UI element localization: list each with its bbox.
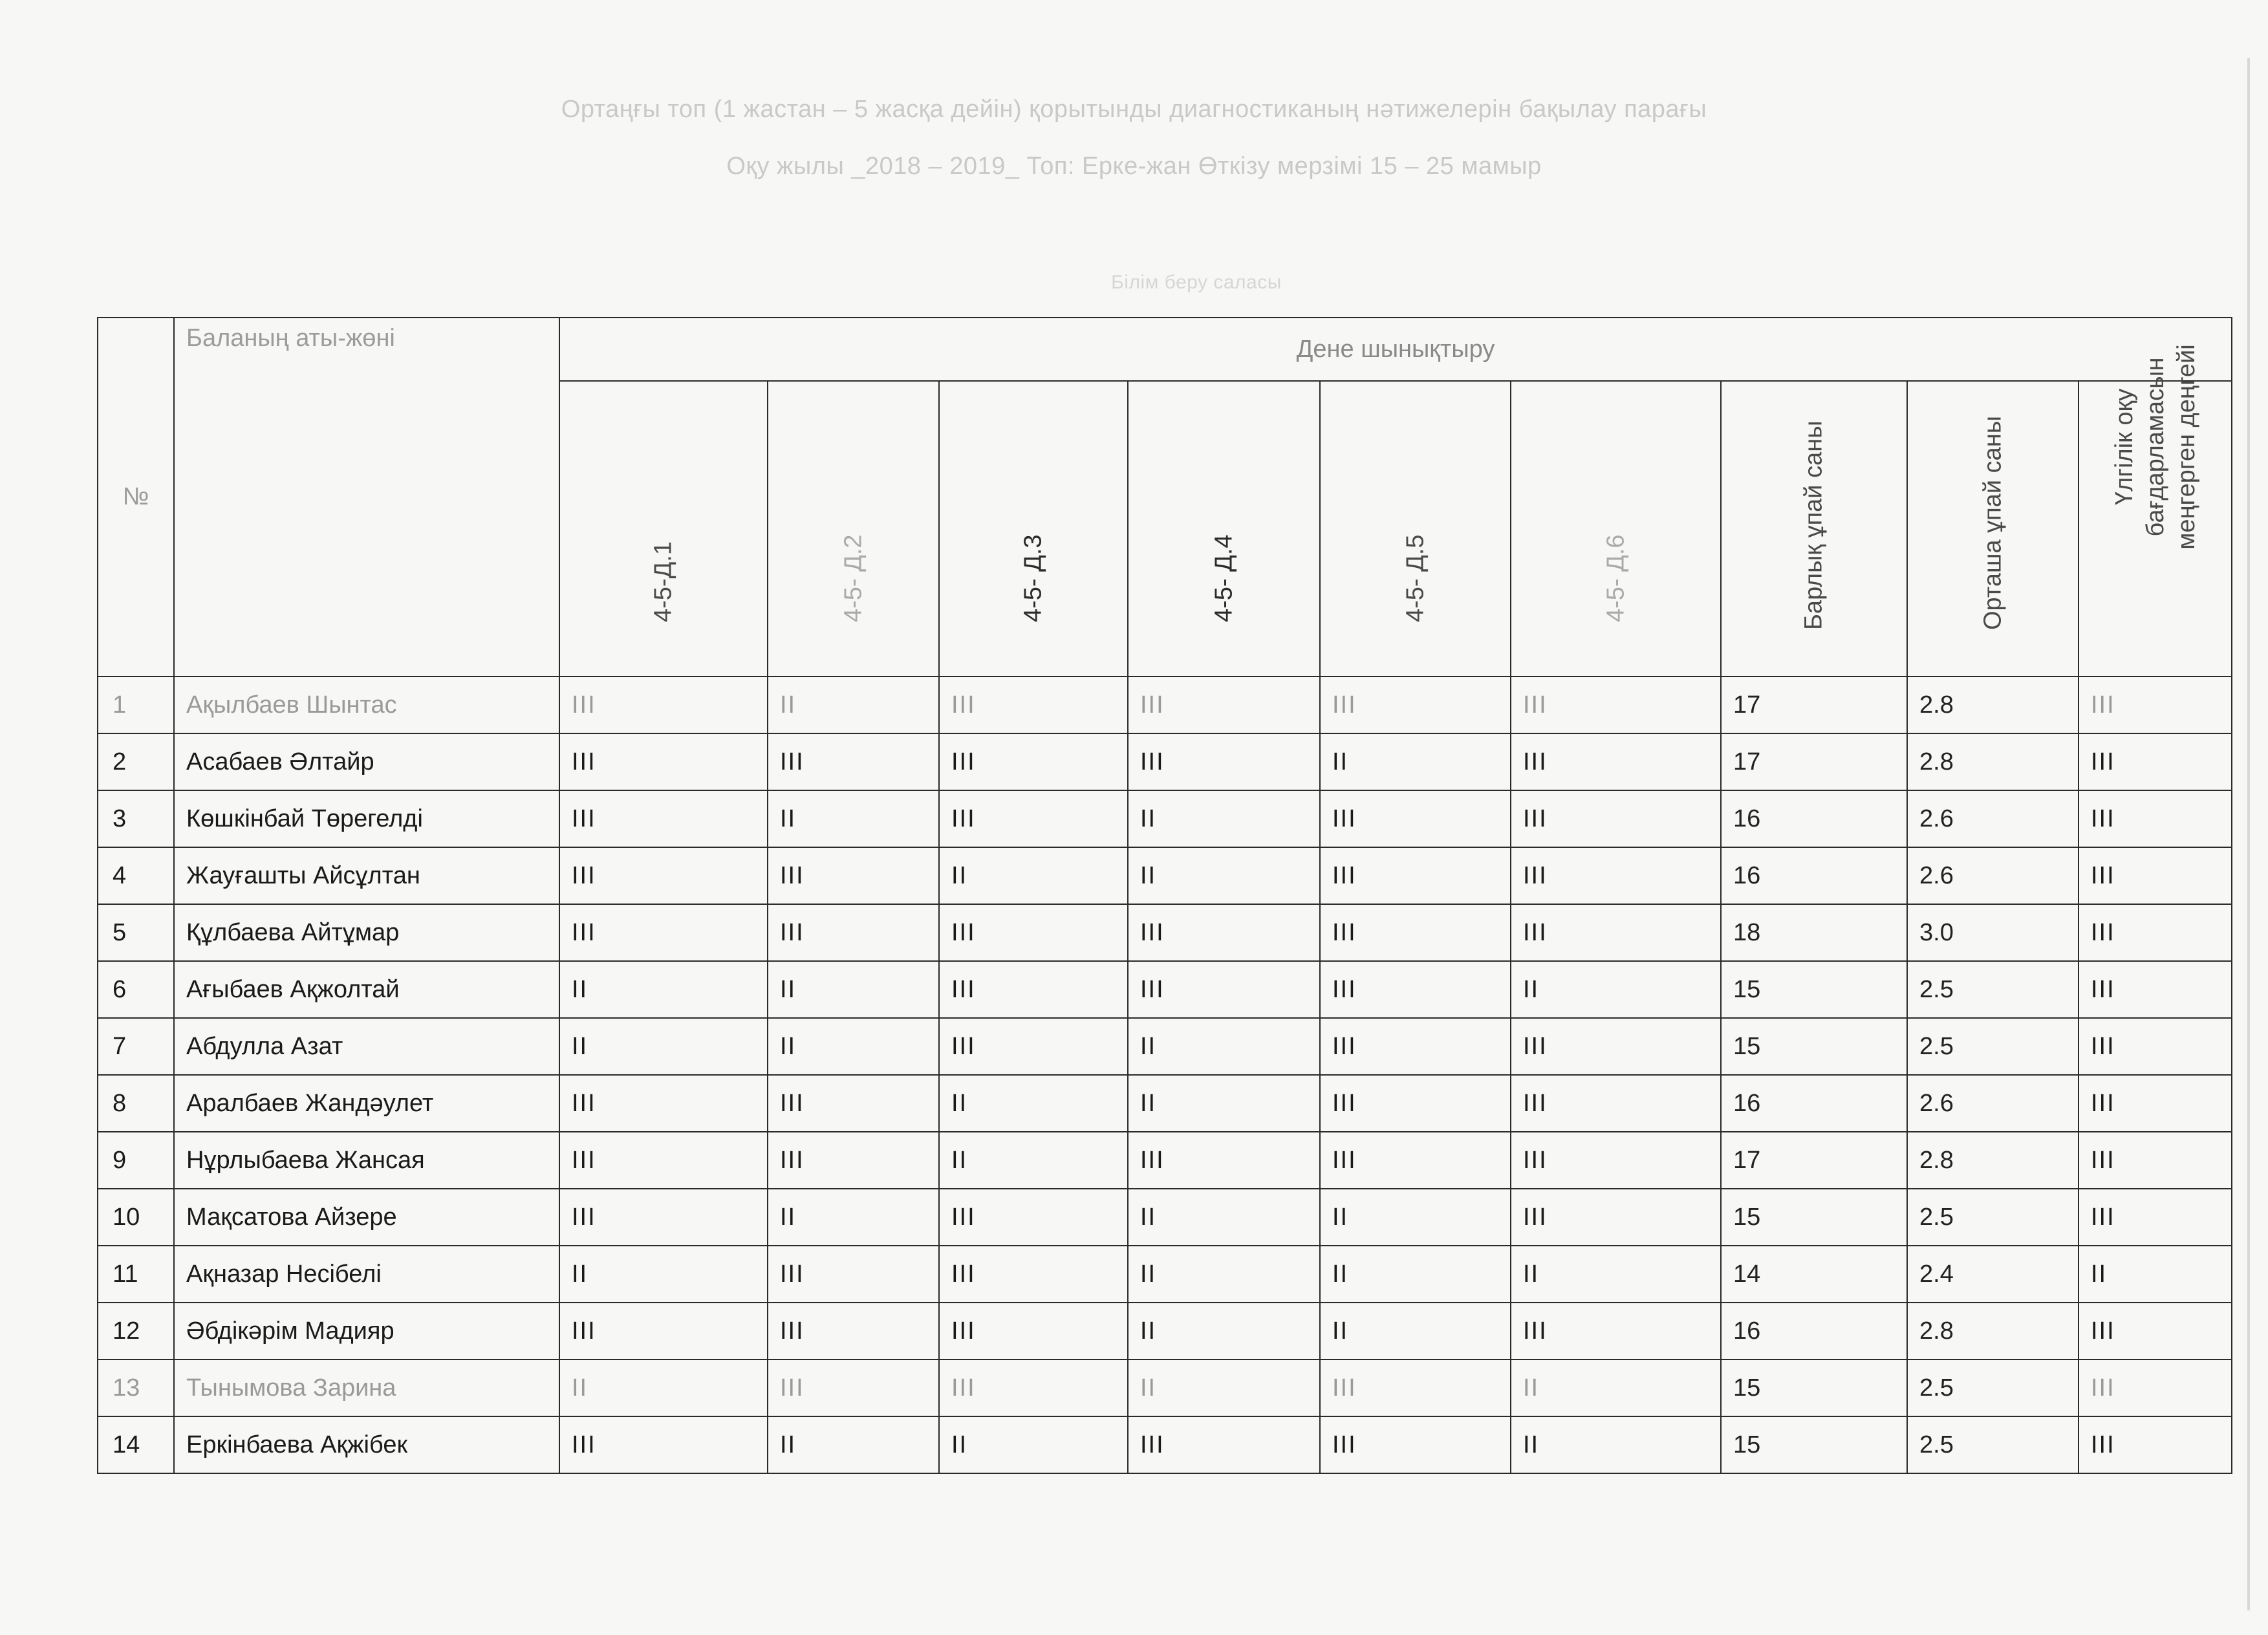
score-d1: II: [559, 961, 768, 1018]
score-d1: III: [559, 790, 768, 847]
total-score: 15: [1721, 1018, 1907, 1075]
column-header-d2: [768, 381, 939, 677]
education-area-label: Білім беру саласы: [1111, 272, 1282, 293]
score-d1: III: [559, 1132, 768, 1189]
score-d6: III: [1511, 904, 1721, 961]
score-d3: II: [939, 1075, 1128, 1132]
score-d4: II: [1128, 790, 1320, 847]
score-d4: III: [1128, 1132, 1320, 1189]
score-d6: III: [1511, 1189, 1721, 1246]
row-number: 5: [98, 904, 174, 961]
score-d3: II: [939, 1416, 1128, 1473]
score-d4: III: [1128, 1416, 1320, 1473]
score-d4: III: [1128, 961, 1320, 1018]
column-header-d6-label: 4-5- Д.6: [1602, 534, 1629, 622]
child-name: Ақылбаев Шынтас: [174, 677, 559, 733]
table-row: [98, 733, 2232, 790]
score-d5: III: [1320, 904, 1511, 961]
score-d3: III: [939, 904, 1128, 961]
table-row: [98, 1303, 2232, 1359]
column-header-d5: [1320, 381, 1511, 677]
row-number: 14: [98, 1416, 174, 1473]
column-group-physical-education: Дене шынықтыру: [559, 318, 2232, 381]
total-score: 15: [1721, 1359, 1907, 1416]
average-score: 2.4: [1907, 1246, 2079, 1303]
table-row: [98, 1359, 2232, 1416]
total-score: 17: [1721, 677, 1907, 733]
score-d6: III: [1511, 677, 1721, 733]
table-row: [98, 677, 2232, 733]
row-number: 2: [98, 733, 174, 790]
row-number: 12: [98, 1303, 174, 1359]
average-score: 2.6: [1907, 847, 2079, 904]
score-d3: III: [939, 1303, 1128, 1359]
row-number: 10: [98, 1189, 174, 1246]
score-d5: III: [1320, 1359, 1511, 1416]
column-header-d1: [559, 381, 768, 677]
mastery-level: III: [2079, 1075, 2232, 1132]
child-name: Нұрлыбаева Жансая: [174, 1132, 559, 1189]
child-name: Еркінбаева Ақжібек: [174, 1416, 559, 1473]
row-number: 6: [98, 961, 174, 1018]
column-header-total: [1721, 381, 1907, 677]
total-score: 15: [1721, 961, 1907, 1018]
score-d6: III: [1511, 1075, 1721, 1132]
total-score: 14: [1721, 1246, 1907, 1303]
row-number: 7: [98, 1018, 174, 1075]
average-score: 2.6: [1907, 1075, 2079, 1132]
column-header-d4-label: 4-5- Д.4: [1210, 534, 1237, 622]
score-d5: III: [1320, 1132, 1511, 1189]
total-score: 18: [1721, 904, 1907, 961]
score-d1: III: [559, 1416, 768, 1473]
child-name: Ақназар Несібелі: [174, 1246, 559, 1303]
score-d4: II: [1128, 1303, 1320, 1359]
mastery-level: III: [2079, 904, 2232, 961]
document-title: Ортаңғы топ (1 жастан – 5 жасқа дейін) қорытынды диагностиканың нәтижелерін бақылау парағы: [561, 96, 1707, 123]
score-d5: II: [1320, 1189, 1511, 1246]
column-header-d5-label: 4-5- Д.5: [1401, 534, 1429, 622]
mastery-level: III: [2079, 1132, 2232, 1189]
score-d5: II: [1320, 733, 1511, 790]
mastery-level: II: [2079, 1246, 2232, 1303]
average-score: 3.0: [1907, 904, 2079, 961]
column-header-level-label: Үлгілік оқу бағдарламасын меңгерген деңгейі: [2110, 344, 2200, 550]
score-d4: II: [1128, 1359, 1320, 1416]
score-d6: III: [1511, 1132, 1721, 1189]
total-score: 15: [1721, 1416, 1907, 1473]
score-d6: II: [1511, 1246, 1721, 1303]
score-d6: II: [1511, 1359, 1721, 1416]
score-d3: II: [939, 847, 1128, 904]
mastery-level: III: [2079, 1018, 2232, 1075]
score-d2: III: [768, 904, 939, 961]
table-row: [98, 1018, 2232, 1075]
score-d3: III: [939, 790, 1128, 847]
row-number: 3: [98, 790, 174, 847]
child-name: Асабаев Әлтайр: [174, 733, 559, 790]
score-d1: III: [559, 733, 768, 790]
score-d2: III: [768, 847, 939, 904]
score-d6: III: [1511, 733, 1721, 790]
score-d5: II: [1320, 1303, 1511, 1359]
row-number: 13: [98, 1359, 174, 1416]
score-d5: III: [1320, 847, 1511, 904]
table-row: [98, 1132, 2232, 1189]
score-d4: III: [1128, 904, 1320, 961]
score-d4: II: [1128, 1246, 1320, 1303]
score-d6: III: [1511, 790, 1721, 847]
average-score: 2.5: [1907, 1416, 2079, 1473]
score-d3: III: [939, 1018, 1128, 1075]
score-d5: III: [1320, 1416, 1511, 1473]
child-name: Абдулла Азат: [174, 1018, 559, 1075]
total-score: 17: [1721, 733, 1907, 790]
score-d4: III: [1128, 733, 1320, 790]
score-d6: III: [1511, 847, 1721, 904]
average-score: 2.8: [1907, 733, 2079, 790]
table-row: [98, 1189, 2232, 1246]
score-d2: II: [768, 1018, 939, 1075]
average-score: 2.8: [1907, 677, 2079, 733]
score-d1: III: [559, 1303, 768, 1359]
column-header-d6: [1511, 381, 1721, 677]
column-header-level: [2079, 344, 2232, 677]
column-header-name: Баланың аты-жөні: [174, 318, 559, 677]
score-d1: III: [559, 847, 768, 904]
child-name: Ағыбаев Ақжолтай: [174, 961, 559, 1018]
score-d1: II: [559, 1018, 768, 1075]
row-number: 11: [98, 1246, 174, 1303]
column-header-average: [1907, 381, 2079, 677]
column-header-number: №: [98, 318, 174, 677]
table-row: [98, 1075, 2232, 1132]
total-score: 16: [1721, 1303, 1907, 1359]
column-header-total-label: Барлық ұпай саны: [1800, 420, 1828, 630]
child-name: Әбдікәрім Мадияр: [174, 1303, 559, 1359]
score-d2: III: [768, 1132, 939, 1189]
score-d6: II: [1511, 961, 1721, 1018]
score-d3: III: [939, 1246, 1128, 1303]
score-d4: II: [1128, 847, 1320, 904]
score-d3: III: [939, 961, 1128, 1018]
score-d1: III: [559, 677, 768, 733]
average-score: 2.8: [1907, 1132, 2079, 1189]
mastery-level: III: [2079, 677, 2232, 733]
score-d2: II: [768, 1416, 939, 1473]
score-d5: III: [1320, 677, 1511, 733]
mastery-level: III: [2079, 733, 2232, 790]
score-d2: III: [768, 1075, 939, 1132]
total-score: 16: [1721, 847, 1907, 904]
score-d4: II: [1128, 1018, 1320, 1075]
score-d1: III: [559, 1075, 768, 1132]
average-score: 2.5: [1907, 1359, 2079, 1416]
score-d1: II: [559, 1359, 768, 1416]
total-score: 15: [1721, 1189, 1907, 1246]
document-subtitle: Оқу жылы _2018 – 2019_ Топ: Ерке-жан Өткізу мерзімі 15 – 25 мамыр: [726, 153, 1542, 180]
total-score: 17: [1721, 1132, 1907, 1189]
mastery-level: III: [2079, 1416, 2232, 1473]
results-table: [97, 317, 2232, 1474]
score-d2: III: [768, 1303, 939, 1359]
average-score: 2.6: [1907, 790, 2079, 847]
score-d1: II: [559, 1246, 768, 1303]
score-d4: II: [1128, 1075, 1320, 1132]
score-d2: II: [768, 790, 939, 847]
score-d3: III: [939, 677, 1128, 733]
child-name: Мақсатова Айзере: [174, 1189, 559, 1246]
column-header-average-label: Орташа ұпай саны: [1979, 415, 2006, 630]
score-d5: III: [1320, 790, 1511, 847]
average-score: 2.5: [1907, 1189, 2079, 1246]
average-score: 2.8: [1907, 1303, 2079, 1359]
column-header-d1-label: 4-5-Д.1: [649, 541, 677, 622]
score-d1: III: [559, 1189, 768, 1246]
score-d4: III: [1128, 677, 1320, 733]
row-number: 9: [98, 1132, 174, 1189]
score-d6: II: [1511, 1416, 1721, 1473]
table-row: [98, 1416, 2232, 1473]
mastery-level: III: [2079, 1189, 2232, 1246]
mastery-level: III: [2079, 790, 2232, 847]
column-header-d3-label: 4-5- Д.3: [1019, 534, 1047, 622]
table-row: [98, 790, 2232, 847]
score-d6: III: [1511, 1303, 1721, 1359]
mastery-level: III: [2079, 847, 2232, 904]
column-header-d3: [939, 381, 1128, 677]
table-row: [98, 847, 2232, 904]
score-d2: III: [768, 733, 939, 790]
total-score: 16: [1721, 1075, 1907, 1132]
mastery-level: III: [2079, 1303, 2232, 1359]
score-d2: III: [768, 1246, 939, 1303]
average-score: 2.5: [1907, 1018, 2079, 1075]
score-d6: III: [1511, 1018, 1721, 1075]
row-number: 4: [98, 847, 174, 904]
total-score: 16: [1721, 790, 1907, 847]
table-header-row-1: [98, 318, 2232, 381]
table-row: [98, 1246, 2232, 1303]
mastery-level: III: [2079, 1359, 2232, 1416]
table-row: [98, 961, 2232, 1018]
score-d5: II: [1320, 1246, 1511, 1303]
mastery-level: III: [2079, 961, 2232, 1018]
row-number: 1: [98, 677, 174, 733]
column-header-d4: [1128, 381, 1320, 677]
row-number: 8: [98, 1075, 174, 1132]
scan-edge-shadow: [2247, 58, 2250, 1610]
child-name: Көшкінбай Төрегелді: [174, 790, 559, 847]
score-d5: III: [1320, 1018, 1511, 1075]
average-score: 2.5: [1907, 961, 2079, 1018]
table-row: [98, 904, 2232, 961]
score-d3: III: [939, 1189, 1128, 1246]
score-d5: III: [1320, 961, 1511, 1018]
score-d5: III: [1320, 1075, 1511, 1132]
child-name: Құлбаева Айтұмар: [174, 904, 559, 961]
score-d3: III: [939, 1359, 1128, 1416]
column-header-d2-label: 4-5- Д.2: [839, 534, 867, 622]
score-d2: II: [768, 961, 939, 1018]
score-d2: II: [768, 677, 939, 733]
score-d1: III: [559, 904, 768, 961]
score-d3: II: [939, 1132, 1128, 1189]
child-name: Жауғашты Айсұлтан: [174, 847, 559, 904]
score-d2: III: [768, 1359, 939, 1416]
child-name: Аралбаев Жандәулет: [174, 1075, 559, 1132]
score-d4: II: [1128, 1189, 1320, 1246]
child-name: Тынымова Зарина: [174, 1359, 559, 1416]
score-d3: III: [939, 733, 1128, 790]
score-d2: II: [768, 1189, 939, 1246]
